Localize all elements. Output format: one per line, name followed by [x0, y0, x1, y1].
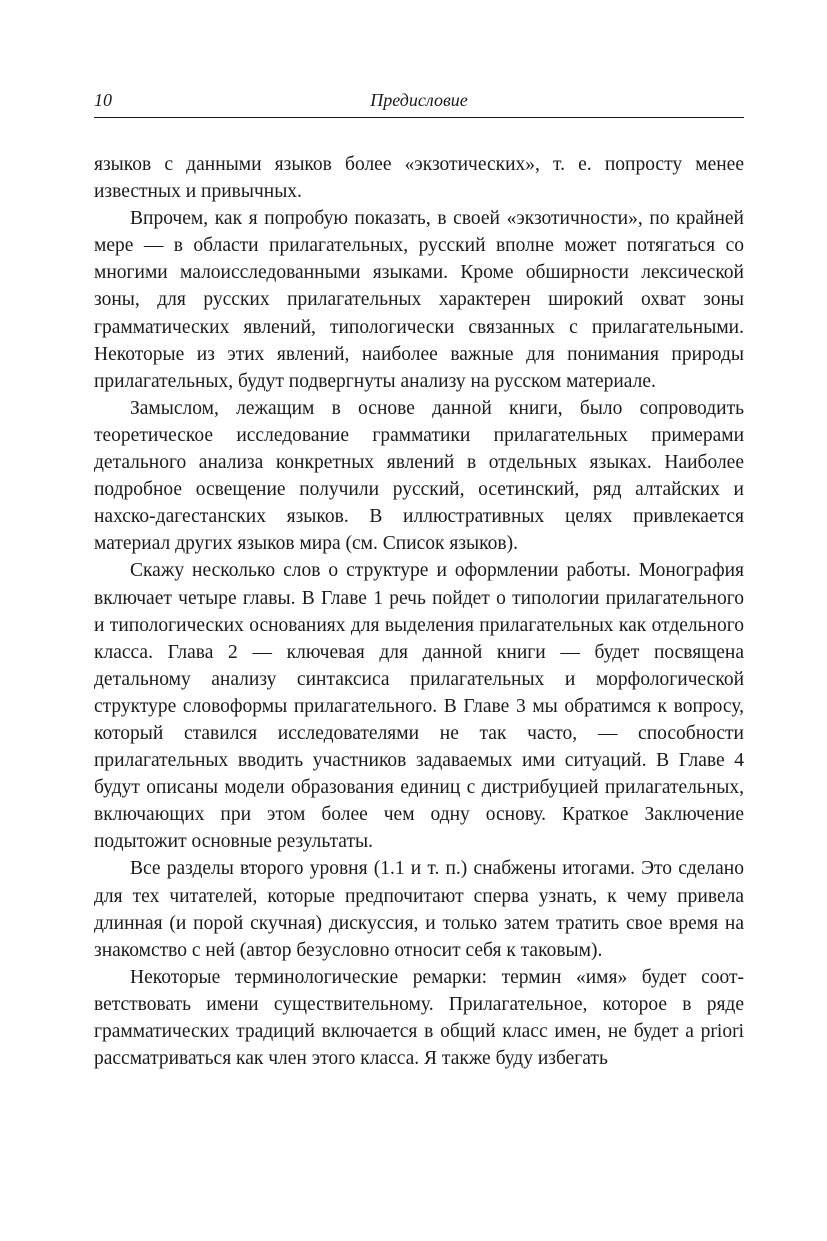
header-rule — [94, 117, 744, 118]
paragraph: Скажу несколько слов о структуре и оформлении работы. Монография включает четыре главы. В Главе 1 речь пойдет о типологии прилагательного и типологических основаниях для выделения прилагательных как отдельного класса. Глава 2 — ключевая для данной книги — будет посвящена детальному анализу синтаксиса прилагательных и морфологической структуре словоформы прилагательного. В Главе 3 мы обратимся к вопросу, который ставился исследователями не так часто, — способности прилагательных вводить участников задаваемых ими ситуаций. В Главе 4 будут описаны модели образования единиц с дистрибуцией прилагательных, включающих при этом более чем одну основу. Краткое Заключение подытожит основные результаты. — [94, 560, 744, 853]
paragraph: Все разделы второго уровня (1.1 и т. п.) снабжены итогами. Это сделано для тех читателей, которые предпочитают сперва узнать, к чему привела длинная (и порой скучная) дискуссия, и только затем тратить свое время на знакомство с ней (автор безусловно относит себя к таковым). — [94, 858, 744, 961]
paragraph-continued: языков с данными языков более «экзотических», т. е. попросту менее известных и привычных. — [94, 154, 744, 203]
paragraph: Впрочем, как я попробую показать, в своей «экзотичности», по крайней мере — в области прилагательных, русский вполне может потягаться со многими малоисследованными языками. Кроме обширности лексической зоны, для русских прилагательных характерен широкий охват зоны грамматических явлений, типологически связанных с прилагательными. Некоторые из этих явлений, наиболее важные для понимания природы прилагательных, будут подвергнуты анализу на русском материале. — [94, 208, 744, 392]
chapter-title: Предисловие — [370, 90, 468, 110]
paragraph: Замыслом, лежащим в основе данной книги, было сопроводить теоретическое исследование грамматики прилагательных примерами детального анализа конкретных явлений в отдельных языках. Наиболее подробное освещение получили русский, осетинский, ряд алтайских и нахско-дагестанских языков. В иллюстративных целях привлекается материал других языков мира (см. Список языков). — [94, 397, 744, 555]
body-text — [94, 151, 744, 1072]
paragraph: Некоторые терминологические ремарки: термин «имя» будет соответствовать имени существительному. Прилагательное, которое в ряде грамматических традиций включается в общий класс имен, не будет a priori рассматриваться как член этого класса. Я также буду избегать — [94, 966, 744, 1070]
page-number: 10 — [94, 90, 112, 110]
running-head — [94, 86, 744, 114]
